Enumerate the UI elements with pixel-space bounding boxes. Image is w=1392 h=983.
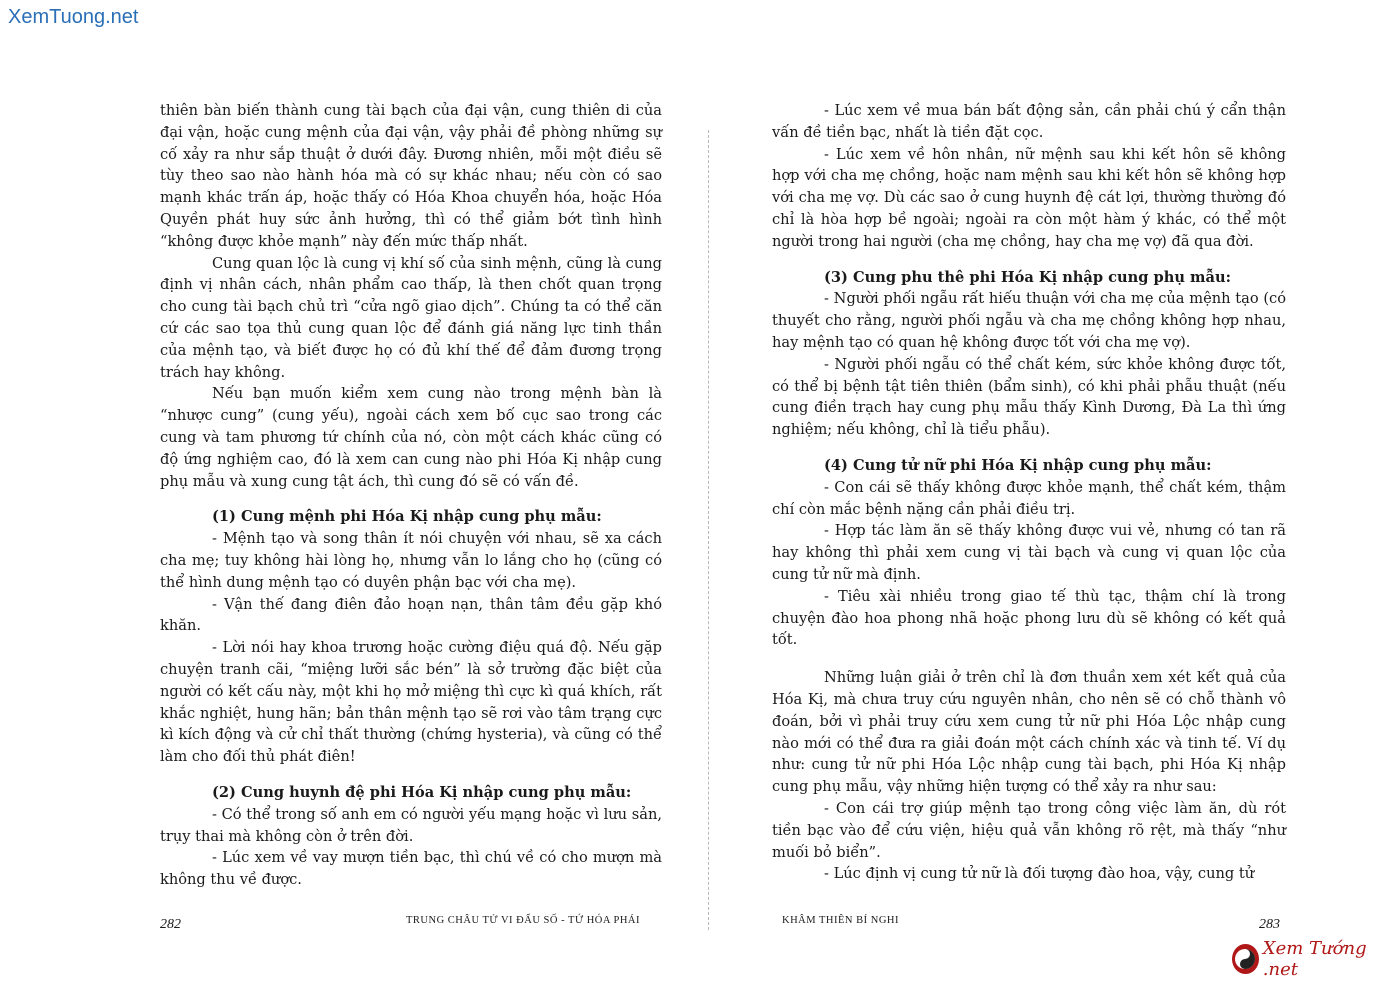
page-number-left: 282 — [160, 917, 181, 932]
paragraph: - Người phối ngẫu có thể chất kém, sức khỏe không được tốt, có thể bị bệnh tật tiên thiên (bẩm sinh), có khi phải phẫu thuật (nếu cung điền trạch hay cung phụ mẫu thấy Kình Dương, Đà La thì ứng nghiệm; nếu không, chỉ là tiểu phẫu). — [772, 355, 1286, 439]
paragraph: - Hợp tác làm ăn sẽ thấy không được vui vẻ, nhưng có tan rã hay không thì phải xem cung vị tài bạch và cung vị quan lộc của cung tử nữ mà định. — [772, 522, 1286, 583]
paragraph: Cung quan lộc là cung vị khí số của sinh mệnh, cũng là cung định vị nhân cách, nhân phẩm cao thấp, là then chốt quan trọng cho cung tài bạch chủ trì “cửa ngõ giao dịch”. Chúng ta có thể căn cứ các sao tọa thủ cung quan lộc để đánh giá năng lực tinh thần của mệnh tạo, và biết được họ có đủ khí thế để đảm đương trọng trách hay không. — [160, 254, 662, 381]
paragraph: - Con cái sẽ thấy không được khỏe mạnh, thể chất kém, thậm chí còn mắc bệnh nặng cần phải điều trị. — [772, 478, 1286, 518]
paragraph: - Lời nói hay khoa trương hoặc cường điệu quá độ. Nếu gặp chuyện tranh cãi, “miệng lưỡi sắc bén” là sở trường đặc biệt của người có kết cấu này, một khi họ mở miệng thì cực kì quá khích, rất khắc nghiệt, hung hãn; bản thân mệnh tạo sẽ rơi vào tâm trạng cực kì kích động và cử chỉ thất thường (chứng hysteria), và cũng có thể làm cho đối thủ phát điên! — [160, 639, 662, 766]
paragraph: Nếu bạn muốn kiểm xem cung nào trong mệnh bàn là “nhược cung” (cung yếu), ngoài cách xem bố cục sao trong các cung và tam phương tứ chính của nó, còn một cách khác cũng có độ ứng nghiệm cao, đó là xem can cung nào phi Hóa Kị nhập cung phụ mẫu và xung cung tật ách, thì cung đó sẽ có vấn đề. — [160, 385, 662, 490]
paragraph: - Người phối ngẫu rất hiếu thuận với cha mẹ của mệnh tạo (có thuyết cho rằng, người phối ngẫu và cha mẹ chồng không hợp nhau, hay mệnh tạo có quan hệ không được tốt với cha mẹ vợ). — [772, 290, 1286, 351]
logo-text: Xem Tướng .net — [1262, 938, 1367, 980]
right-page — [772, 100, 1286, 885]
paragraph: thiên bàn biến thành cung tài bạch của đại vận, cung thiên di của đại vận, hoặc cung mệnh của đại vận, vậy phải đề phòng những sự cố xảy ra như sắp thuật ở dưới đây. Đương nhiên, mỗi một điều sẽ tùy theo sao nào hành hóa mà có sự khác nhau; nếu còn có sao mạnh khác trấn áp, hoặc thấy có Hóa Khoa chuyển hóa, hoặc Hóa Quyền phát huy sức ảnh hưởng, thì có thể giảm bớt tình hình “không được khỏe mạnh” này đến mức thấp nhất. — [160, 102, 662, 250]
page-number-right: 283 — [1259, 917, 1280, 932]
paragraph: - Lúc định vị cung tử nữ là đối tượng đào hoa, vậy, cung tử — [824, 865, 1255, 883]
paragraph: Những luận giải ở trên chỉ là đơn thuần xem xét kết quả của Hóa Kị, mà chưa truy cứu nguyên nhân, cho nên sẽ có chỗ thành vô đoán, bởi vì phải truy cứu xem cung tử nữ phi Hóa Lộc nhập cung nào mới có thể đưa ra giải đoán một cách chính xác và tinh tế. Ví dụ như: cung tử nữ phi Hóa Lộc nhập cung tài bạch, phi Hóa Kị nhập cung phụ mẫu, vậy những hiện tượng có thể xảy ra như sau: — [772, 669, 1286, 796]
paragraph: - Lúc xem về mua bán bất động sản, cần phải chú ý cẩn thận vấn đề tiền bạc, nhất là tiền đặt cọc. — [772, 102, 1286, 141]
running-footer-left: TRUNG CHÂU TỬ VI ĐẨU SỐ - TỨ HÓA PHÁI — [406, 915, 641, 926]
paragraph: - Vận thế đang điên đảo hoạn nạn, thân tâm đều gặp khó khăn. — [160, 595, 662, 635]
left-page — [160, 100, 662, 891]
paragraph: - Mệnh tạo và song thân ít nói chuyện với nhau, sẽ xa cách cha mẹ; tuy không hài lòng họ, nhưng vẫn lo lắng cho họ (cũng có thể hình dung mệnh tạo có duyên phận bạc với cha mẹ). — [160, 530, 662, 591]
paragraph: - Lúc xem về hôn nhân, nữ mệnh sau khi kết hôn sẽ không hợp với cha mẹ chồng, hoặc nam mệnh sau khi kết hôn sẽ không hợp với cha mẹ vợ. Dù các sao ở cung huynh đệ cát lợi, thường thường đó chỉ là hòa hợp bề ngoài; ngoài ra còn một hàm ý khác, có thể một người trong hai người (cha mẹ chồng, hay cha mẹ vợ) đã qua đời. — [772, 145, 1286, 250]
watermark-top: XemTuong.net — [8, 6, 139, 28]
section-heading: (3) Cung phu thê phi Hóa Kị nhập cung phụ mẫu: — [824, 268, 1231, 286]
site-logo — [1232, 938, 1392, 980]
paragraph: - Con cái trợ giúp mệnh tạo trong công việc làm ăn, dù rót tiền bạc vào để cứu viện, hiệu quả vẫn không rõ rệt, mà thấy “như muối bỏ biển”. — [772, 799, 1286, 861]
paragraph: - Có thể trong số anh em có người yếu mạng hoặc vì lưu sản, trụy thai mà không còn ở trên đời. — [160, 805, 662, 845]
page-gutter — [708, 130, 709, 930]
section-heading: (4) Cung tử nữ phi Hóa Kị nhập cung phụ mẫu: — [824, 456, 1212, 474]
section-heading: (2) Cung huynh đệ phi Hóa Kị nhập cung phụ mẫu: — [212, 783, 632, 801]
paragraph: - Lúc xem về vay mượn tiền bạc, thì chú về có cho mượn mà không thu về được. — [160, 849, 662, 889]
section-heading: (1) Cung mệnh phi Hóa Kị nhập cung phụ mẫu: — [212, 508, 602, 526]
paragraph: - Tiêu xài nhiều trong giao tế thù tạc, thậm chí là trong chuyện đào hoa phong nhã hoặc phong lưu dù sẽ không có kết quả tốt. — [772, 587, 1286, 649]
running-footer-right: KHÂM THIÊN BÍ NGHI — [782, 915, 900, 926]
yin-yang-icon — [1232, 944, 1259, 974]
